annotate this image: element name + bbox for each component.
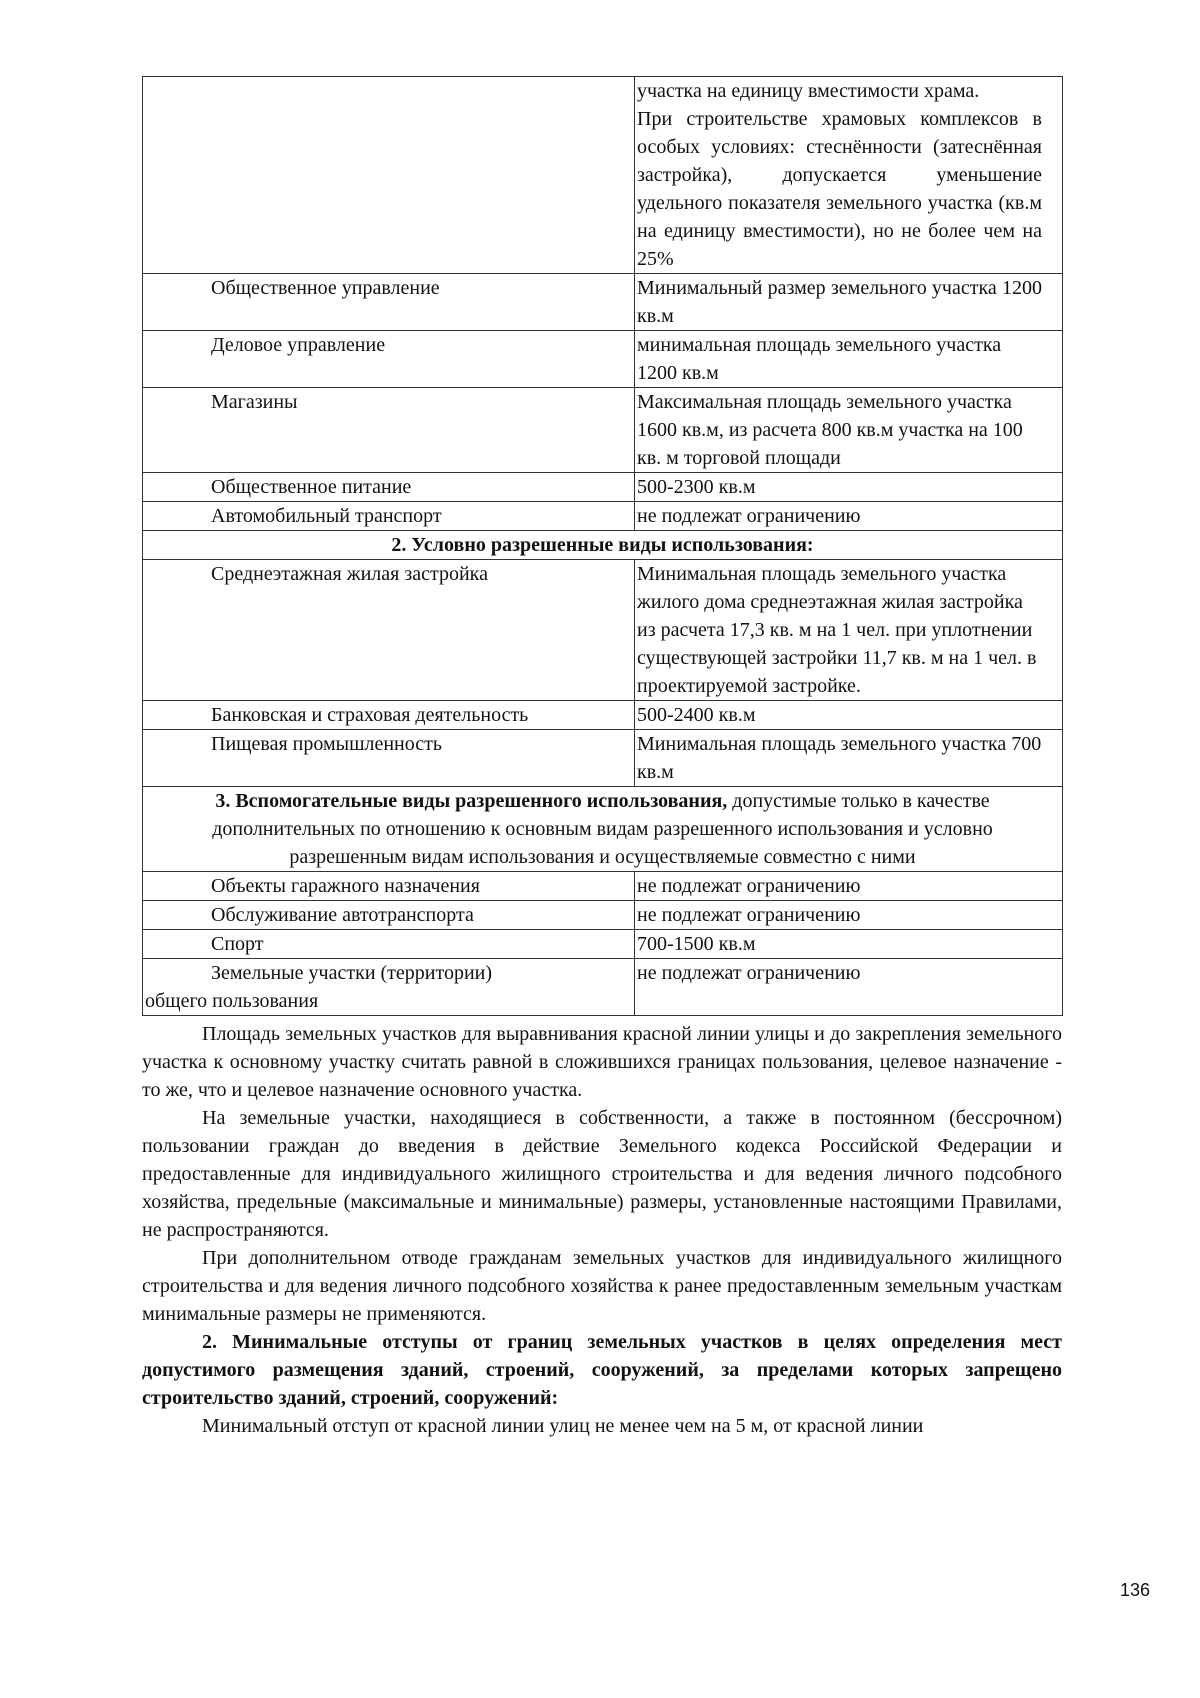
row-label: Деловое управление: [143, 331, 635, 388]
row-label: Автомобильный транспорт: [143, 502, 635, 531]
row-label: Обслуживание автотранспорта: [143, 901, 635, 930]
row-label: Спорт: [143, 930, 635, 959]
paragraph: Минимальный отступ от красной линии улиц не менее чем на 5 м, от красной линии: [202, 1415, 924, 1437]
row-label-line: общего пользования: [145, 990, 319, 1012]
row-label: Общественное управление: [143, 274, 635, 331]
table-row: [143, 930, 1063, 959]
section-heading: 2. Минимальные отступы от границ земельных участков в целях определения мест допустимого размещения зданий, строений, сооружений, за пределами которых запрещено строительство зданий, строений, сооружений:: [142, 1331, 1062, 1409]
table-row: [143, 473, 1063, 502]
row-value: не подлежат ограничению: [635, 901, 1063, 930]
row-value: 500-2400 кв.м: [635, 701, 1063, 730]
page-number: 136: [1120, 1580, 1151, 1600]
section-heading-bold: 3. Вспомогательные виды разрешенного использования,: [215, 790, 728, 812]
land-use-table: [142, 76, 1063, 1016]
table-row: [143, 901, 1063, 930]
row-value: не подлежат ограничению: [635, 872, 1063, 901]
paragraph: Площадь земельных участков для выравнивания красной линии улицы и до закрепления земельного участка к основному участку считать равной в сложившихся границах пользования, целевое назначение - то же, что и целевое назначение основного участка.: [142, 1023, 1062, 1101]
table-cell-empty: [143, 77, 635, 274]
section-header-row: [143, 531, 1063, 560]
row-value: 700-1500 кв.м: [635, 930, 1063, 959]
section-header-row: [143, 787, 1063, 872]
table-row: [143, 77, 1063, 274]
paragraph: При дополнительном отводе гражданам земельных участков для индивидуального жилищного строительства и для ведения личного подсобного хозяйства к ранее предоставленным земельным участкам минимальные размеры не применяются.: [142, 1247, 1062, 1325]
row-value: Максимальная площадь земельного участка 1600 кв.м, из расчета 800 кв.м участка на 100 кв. м торговой площади: [635, 388, 1063, 473]
continuation-line: При строительстве храмовых комплексов в особых условиях: стеснённости (затеснённая застройка), допускается уменьшение удельного показателя земельного участка (кв.м на единицу вместимости), но не более чем на 25%: [637, 108, 1042, 270]
row-label: Общественное питание: [143, 473, 635, 502]
row-value: Минимальная площадь земельного участка 700 кв.м: [635, 730, 1063, 787]
table-cell-continuation: [635, 77, 1063, 274]
row-label: Банковская и страховая деятельность: [143, 701, 635, 730]
table-row: [143, 274, 1063, 331]
row-value: минимальная площадь земельного участка 1200 кв.м: [635, 331, 1063, 388]
paragraph: На земельные участки, находящиеся в собственности, а также в постоянном (бессрочном) пользовании граждан до введения в действие Земельного кодекса Российской Федерации и предоставленные для индивидуального жилищного строительства и для ведения личного подсобного хозяйства, предельные (максимальные и минимальные) размеры, установленные настоящими Правилами, не распространяются.: [142, 1107, 1062, 1241]
table-row: [143, 560, 1063, 701]
row-value: не подлежат ограничению: [635, 502, 1063, 531]
document-page: [142, 76, 1062, 1440]
row-value: не подлежат ограничению: [635, 959, 1063, 1016]
table-row: [143, 701, 1063, 730]
section-heading-auxiliary: [143, 787, 1063, 872]
section-heading-text: допустимые только в качестве дополнительных по отношению к основным видам разрешенного использования и условно разрешенным видам использования и осуществляемые совместно с ними: [212, 790, 993, 868]
table-row: [143, 388, 1063, 473]
table-row: [143, 730, 1063, 787]
table-row: [143, 872, 1063, 901]
row-label: Магазины: [143, 388, 635, 473]
body-text: [142, 1020, 1062, 1440]
row-label: Объекты гаражного назначения: [143, 872, 635, 901]
row-label: [143, 959, 635, 1016]
row-label-line: Земельные участки (территории): [211, 962, 493, 984]
section-heading-conditional: 2. Условно разрешенные виды использования:: [143, 531, 1063, 560]
continuation-line: участка на единицу вместимости храма.: [637, 80, 980, 102]
table-row: [143, 959, 1063, 1016]
row-label: Среднеэтажная жилая застройка: [143, 560, 635, 701]
row-label: Пищевая промышленность: [143, 730, 635, 787]
row-value: 500-2300 кв.м: [635, 473, 1063, 502]
row-value: Минимальная площадь земельного участка жилого дома среднеэтажная жилая застройка из расчета 17,3 кв. м на 1 чел. при уплотнении существующей застройки 11,7 кв. м на 1 чел. в проектируемой застройке.: [635, 560, 1063, 701]
table-row: [143, 502, 1063, 531]
row-value: Минимальный размер земельного участка 1200 кв.м: [635, 274, 1063, 331]
table-row: [143, 331, 1063, 388]
